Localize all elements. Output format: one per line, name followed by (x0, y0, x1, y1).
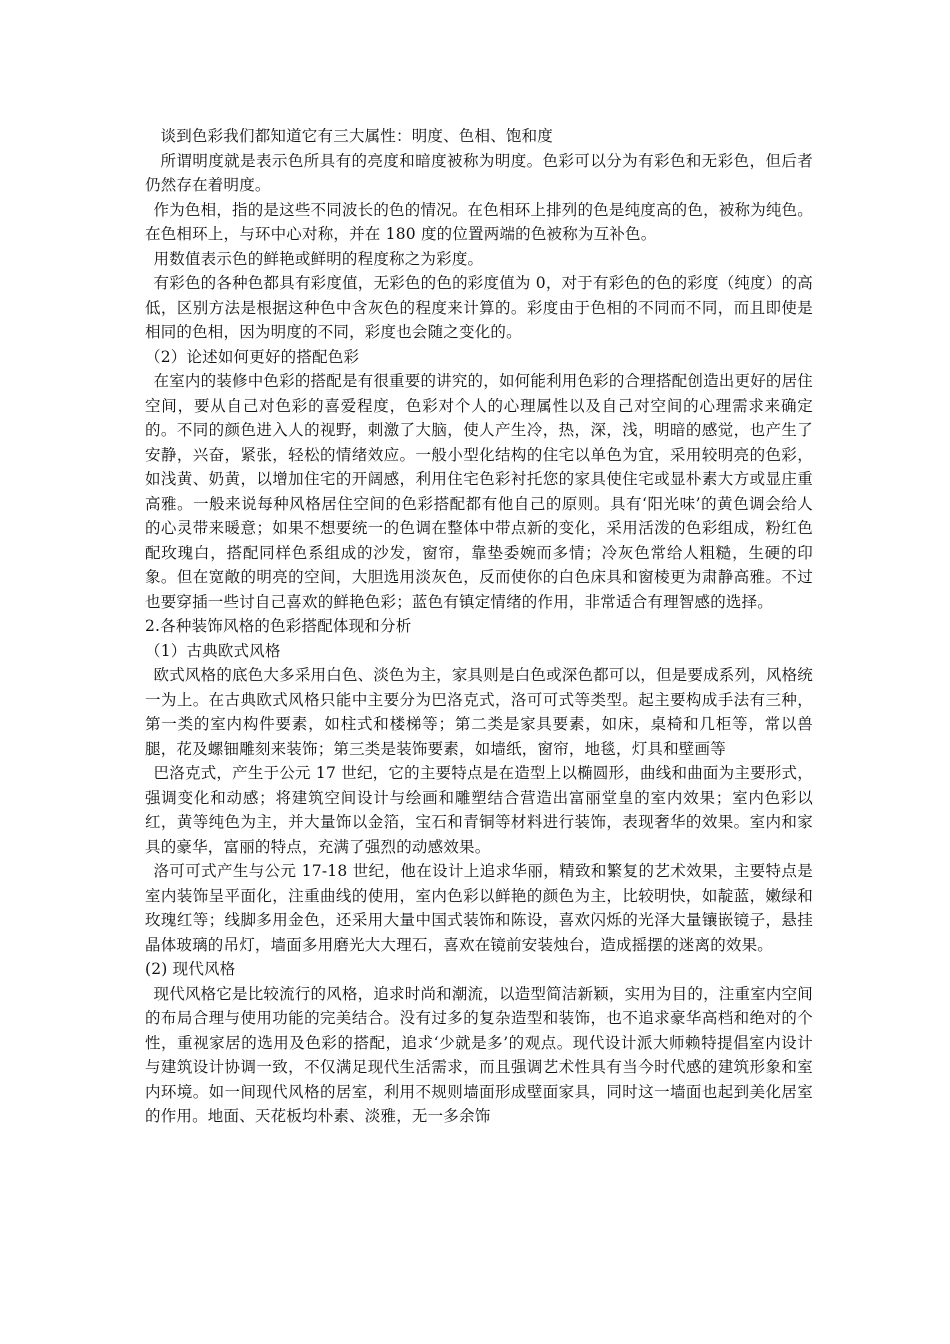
section-heading-color-matching: （2）论述如何更好的搭配色彩 (145, 347, 360, 366)
paragraph-chroma-values: 有彩色的各种色都具有彩度值，无彩色的色的彩度值为 0，对于有彩色的色的彩度（纯度）的高低，区别方法是根据这种色中含灰色的程度来计算的。彩度由于色相的不同而不同，而且即使是相同的色相，因为明度的不同，彩度也会随之变化的。 (145, 274, 813, 341)
paragraph-baroque: 巴洛克式，产生于公元 17 世纪，它的主要特点是在造型上以椭圆形，曲线和曲面为主要形式，强调变化和动感；将建筑空间设计与绘画和雕塑结合营造出富丽堂皇的室内效果；室内色彩以红，黄等纯色为主，并大量饰以金箔，宝石和青铜等材料进行装饰，表现奢华的效果。室内和家具的豪华，富丽的特点，充满了强烈的动感效果。 (145, 764, 813, 856)
section-heading-classical-european: （1）古典欧式风格 (145, 641, 281, 660)
paragraph-lightness: 所谓明度就是表示色所具有的亮度和暗度被称为明度。色彩可以分为有彩色和无彩色，但后者仍然存在着明度。 (145, 151, 813, 194)
section-heading-decoration-styles: 2.各种装饰风格的色彩搭配体现和分析 (145, 617, 412, 635)
paragraph-rococo: 洛可可式产生与公元 17-18 世纪，他在设计上追求华丽，精致和繁复的艺术效果，主要特点是室内装饰呈平面化，注重曲线的使用，室内色彩以鲜艳的颜色为主，比较明快，如靛蓝，嫩绿和玫瑰红等；线脚多用金色，还采用大量中国式装饰和陈设，喜欢闪烁的光泽大量镶嵌镜子，悬挂晶体玻璃的吊灯，墙面多用磨光大大理石，喜欢在镜前安装烛台，造成摇摆的迷离的效果。 (145, 862, 813, 954)
paragraph-color-matching: 在室内的装修中色彩的搭配是有很重要的讲究的，如何能利用色彩的合理搭配创造出更好的居住空间，要从自己对色彩的喜爱程度，色彩对个人的心理属性以及自己对空间的心理需求来确定的。不同的颜色进入人的视野，刺激了大脑，使人产生冷，热，深，浅，明暗的感觉，也产生了安静，兴奋，紧张，轻松的情绪效应。一般小型化结构的住宅以单色为宜，采用较明亮的色彩，如浅黄、奶黄，以增加住宅的开阔感，利用住宅色彩衬托您的家具使住宅或显朴素大方或显庄重高雅。一般来说每种风格居住空间的色彩搭配都有他自己的原则。具有‘阳光味’的黄色调会给人的心灵带来暖意；如果不想要统一的色调在整体中带点新的变化，采用活泼的色彩组成，粉红色配玫瑰白，搭配同样色系组成的沙发，窗帘，靠垫委婉而多情；冷灰色常给人粗糙，生硬的印象。但在宽敞的明亮的空间，大胆选用淡灰色，反而使你的白色床具和窗棱更为肃静高雅。不过也要穿插一些讨自己喜欢的鲜艳色彩；蓝色有镇定情绪的作用，非常适合有理智感的选择。 (145, 372, 813, 611)
section-heading-modern-style: (2) 现代风格 (145, 960, 236, 978)
paragraph-chroma-definition: 用数值表示色的鲜艳或鲜明的程度称之为彩度。 (153, 249, 484, 268)
paragraph-european-style: 欧式风格的底色大多采用白色、淡色为主，家具则是白色或深色都可以，但是要成系列，风格统一为上。在古典欧式风格只能中主要分为巴洛克式，洛可可式等类型。起主要构成手法有三种，第一类的室内构件要素，如柱式和楼梯等；第二类是家具要素，如床，桌椅和几柜等，常以兽腿，花及螺钿雕刻来装饰；第三类是装饰要素，如墙纸，窗帘，地毯，灯具和壁画等 (145, 666, 813, 758)
paragraph-modern-style: 现代风格它是比较流行的风格，追求时尚和潮流，以造型简洁新颖，实用为目的，注重室内空间的布局合理与使用功能的完美结合。没有过多的复杂造型和装饰，也不追求豪华高档和绝对的个性，重视家居的选用及色彩的搭配，追求‘少就是多’的观点。现代设计派大师赖特提倡室内设计与建筑设计协调一致，不仅满足现代生活需求，而且强调艺术性具有当今时代感的建筑形象和室内环境。如一间现代风格的居室，利用不规则墙面形成壁面家具，同时这一墙面也起到美化居室的作用。地面、天花板均朴素、淡雅，无一多余饰 (145, 984, 813, 1125)
paragraph-color-attributes: 谈到色彩我们都知道它有三大属性：明度、色相、饱和度 (160, 127, 554, 145)
paragraph-hue: 作为色相，指的是这些不同波长的色的情况。在色相环上排列的色是纯度高的色，被称为纯色。在色相环上，与环中心对称，并在 180 度的位置两端的色被称为互补色。 (145, 200, 813, 243)
document-body (145, 124, 813, 1129)
